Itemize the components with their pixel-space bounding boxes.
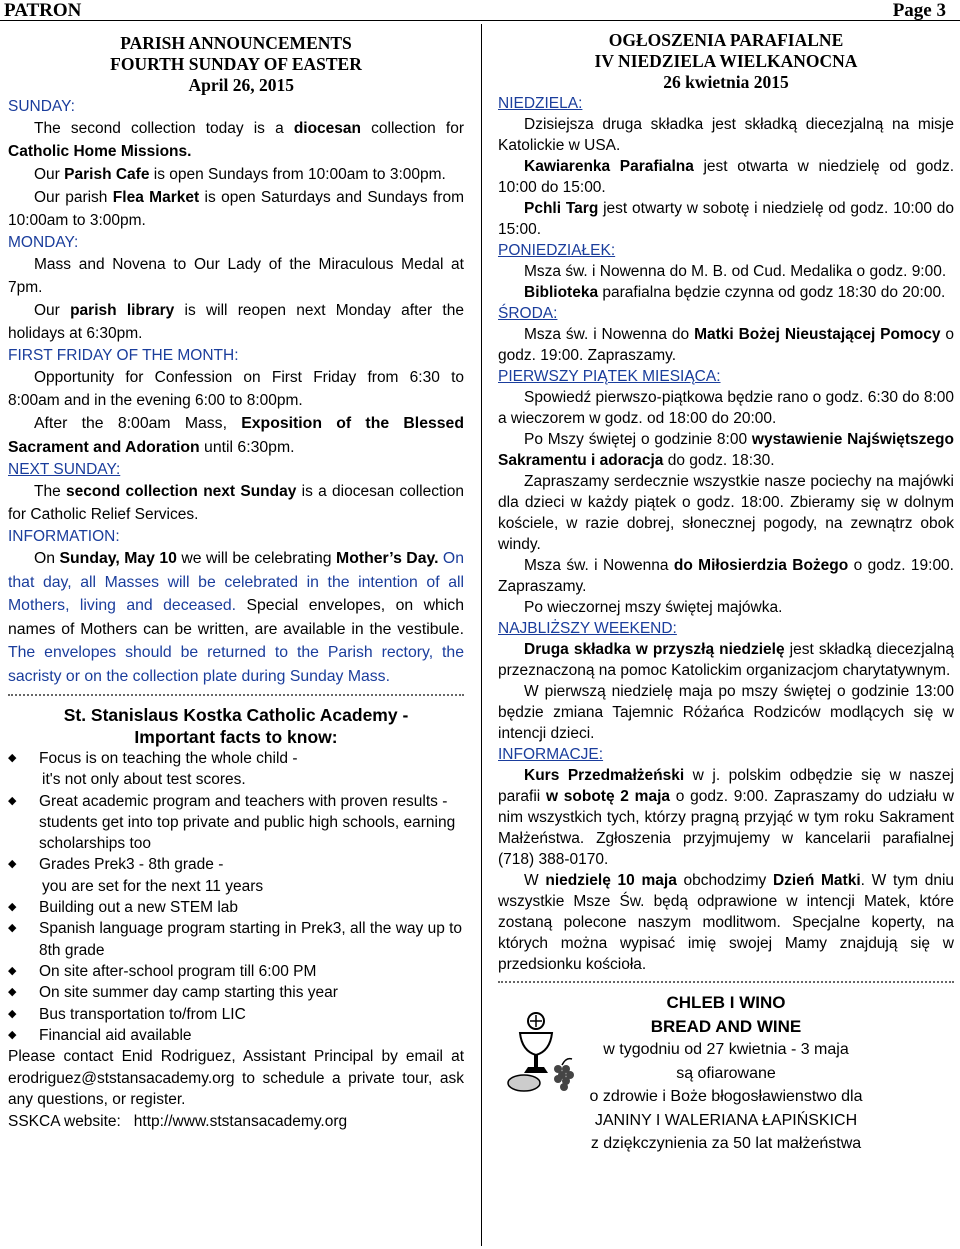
academy-fact-text: Focus is on teaching the whole child -	[39, 750, 298, 767]
academy-fact-text: Bus transportation to/from LIC	[39, 1005, 246, 1023]
bread-wine-names: JANINY I WALERIANA ŁAPIŃSKICH	[594, 1111, 858, 1129]
piatek-adoration: Po Mszy świętej o godzinie 8:00 wystawienie Najświętszego Sakramentu i adoracja do godz. 18:30.	[498, 431, 954, 469]
section-monday: MONDAY:	[8, 234, 79, 251]
website-label: SSKCA website:	[8, 1112, 121, 1130]
academy-fact-item	[8, 918, 464, 961]
academy-fact-item	[8, 1004, 464, 1025]
poniedzialek-library: Biblioteka parafialna będzie czynna od godz 18:30 do 20:00.	[524, 284, 946, 301]
friday-exposition: After the 8:00am Mass, Exposition of the Blessed Sacrament and Adoration until 6:30pm.	[8, 415, 464, 456]
academy-fact-item	[8, 791, 464, 855]
piatek-majowki: Zapraszamy serdecznie wszystkie nasze pociechy na majówki dla dzieci w każdy piątek o godz. 18:00. Zbieramy się w dolnym kościele, w razie dobrej, słonecznej pogody, na zewnątrz obok windy.	[498, 473, 954, 553]
academy-fact-item	[8, 961, 464, 982]
niedziela-collection: Dzisiejsza druga składka jest składką diecezjalną na misje Katolickie w USA.	[498, 116, 954, 154]
academy-contact: Please contact Enid Rodriguez, Assistant Principal by email at erodriguez@ststansacademy.org to schedule a private tour, ask any questions, or register.	[8, 1048, 464, 1109]
poniedzialek-mass: Msza św. i Nowenna do M. B. od Cud. Medalika o godz. 9:00.	[524, 263, 947, 280]
bread-wine-thanks: z dziękczynienia za 50 lat małżeństwa	[590, 1135, 862, 1152]
niedziela-cafe: Kawiarenka Parafialna jest otwarta w niedzielę od godz. 10:00 do 15:00.	[498, 158, 955, 196]
column-divider	[481, 24, 482, 1246]
diamond-bullet-icon: ◆	[8, 901, 17, 914]
niedziela-flea-market: Pchli Targ jest otwarty w sobotę i niedzielę od godz. 10:00 do 15:00.	[498, 200, 954, 238]
diamond-bullet-icon: ◆	[8, 922, 17, 935]
next-sunday-collection: The second collection next Sunday is a diocesan collection for Catholic Relief Services.	[8, 483, 464, 523]
piatek-majowka: Po wieczornej mszy świętej majówka.	[524, 599, 783, 616]
page-number: Page 3	[892, 0, 946, 21]
bread-wine-title-en: BREAD AND WINE	[650, 1016, 802, 1036]
section-poniedzialek: PONIEDZIAŁEK:	[498, 242, 616, 259]
informacje-course: Kurs Przedmałżeński w j. polskim odbędzie się w naszej parafii w sobotę 2 maja o godz. 9:00. Zapraszamy do udziału w nim wszystkich tych, którzy pragną przyjąć w tym roku Sakrament Małżeństwa. Zgłoszenia przyjmujemy w kancelarii parafialnej (718) 388-0170.	[498, 767, 955, 868]
polish-heading	[498, 30, 954, 93]
diamond-bullet-icon: ◆	[8, 858, 17, 871]
diamond-bullet-icon: ◆	[8, 964, 17, 977]
polish-title: OGŁOSZENIA PARAFIALNE	[608, 30, 844, 50]
bread-and-wine-box	[498, 991, 954, 1156]
section-najblizszy-weekend: NAJBLIŻSZY WEEKEND:	[498, 620, 677, 637]
academy-facts-list	[8, 748, 464, 1046]
academy-subtitle: Important facts to know:	[134, 727, 338, 747]
academy-fact-text-cont: it's not only about test scores.	[42, 771, 246, 789]
section-sroda: ŚRODA:	[498, 305, 558, 322]
section-information: INFORMATION:	[8, 528, 120, 545]
academy-fact-item	[8, 897, 464, 918]
english-heading	[8, 33, 464, 96]
polish-column	[498, 22, 954, 1156]
sroda-mass: Msza św. i Nowenna do Matki Bożej Nieustającej Pomocy o godz. 19:00. Zapraszamy.	[498, 326, 954, 364]
mothers-day-notice: On Sunday, May 10 we will be celebrating Mother’s Day. On that day, all Masses will be celebrated in the intention of all Mothers, living and deceased. Special envelopes, on which names of Mothers can be written, are available in the vestibule. The envelopes should be returned to the Parish rectory, the sacristy or on the collection plate during Sunday Mass.	[8, 550, 464, 685]
bread-wine-title-pl: CHLEB I WINO	[666, 993, 786, 1012]
dotted-divider	[498, 981, 954, 983]
academy-fact-item	[8, 854, 464, 897]
section-next-sunday: NEXT SUNDAY:	[8, 461, 121, 478]
academy-fact-text: On site summer day camp starting this year	[39, 984, 338, 1002]
page-header	[0, 0, 960, 21]
diamond-bullet-icon: ◆	[8, 986, 17, 999]
section-informacje: INFORMACJE:	[498, 746, 604, 763]
polish-date: 26 kwietnia 2015	[663, 72, 789, 92]
academy-fact-text: Spanish language program starting in Prek3, all the way up to 8th grade	[39, 920, 463, 959]
section-niedziela: NIEDZIELA:	[498, 95, 583, 112]
website-link[interactable]: http://www.ststansacademy.org	[133, 1112, 348, 1130]
friday-confession: Opportunity for Confession on First Friday from 6:30 to 8:00am and in the evening 6:00 to 8:00pm.	[8, 369, 464, 409]
academy-fact-item	[8, 1025, 464, 1046]
weekend-rosary: W pierwszą niedzielę maja po mszy świętej o godzinie 13:00 będzie zmiana Tajemnic Różańca Rodziców modlących się w intencji dzieci.	[498, 683, 954, 742]
academy-fact-item	[8, 982, 464, 1003]
academy-fact-text: On site after-school program till 6:00 PM	[39, 962, 317, 980]
polish-subtitle: IV NIEDZIELA WIELKANOCNA	[594, 51, 858, 71]
bread-wine-offered: są ofiarowane	[676, 1064, 776, 1082]
academy-fact-text: Building out a new STEM lab	[39, 899, 239, 917]
publication-name: PATRON	[4, 0, 82, 21]
academy-fact-text: Financial aid available	[39, 1026, 192, 1044]
sunday-collection: The second collection today is a diocesan collection for Catholic Home Missions.	[8, 120, 464, 160]
english-column	[8, 22, 464, 1132]
bread-wine-intention: o zdrowie i Boże błogosławienstwo dla	[589, 1088, 863, 1105]
monday-library: Our parish library is will reopen next Monday after the holidays at 6:30pm.	[8, 302, 464, 342]
weekend-collection: Druga składka w przyszłą niedzielę jest składką diecezjalną przeznaczoną na pomoc Katolickim organizacjom charytatywnym.	[498, 641, 954, 679]
academy-fact-text-cont: you are set for the next 11 years	[42, 877, 264, 895]
academy-fact-text: Grades Prek3 - 8th grade -	[39, 856, 224, 874]
academy-website-line	[8, 1111, 464, 1133]
diamond-bullet-icon: ◆	[8, 1007, 17, 1020]
english-date: April 26, 2015	[188, 75, 294, 95]
informacje-mothers-day: W niedzielę 10 maja obchodzimy Dzień Matki. W tym dniu wszystkie Msze Św. będą odprawione w intencji Matek, które zostaną polecone naszym modlitwom. Specjalne koperty, na których można wypisać imię swojej Mamy znajdują się w przedsionku kościoła.	[498, 872, 955, 973]
chalice-grapes-icon	[506, 1011, 580, 1093]
academy-fact-text: Great academic program and teachers with proven results - students get into top private and public high schools, earning scholarships too	[39, 792, 456, 853]
piatek-confession: Spowiedź pierwszo-piątkowa będzie rano o godz. 6:30 do 8:00 a wieczorem w godz. od 18:00 do 20:00.	[498, 389, 954, 427]
sunday-flea-market: Our parish Flea Market is open Saturdays and Sundays from 10:00am to 3:00pm.	[8, 189, 465, 229]
section-pierwszy-piatek: PIERWSZY PIĄTEK MIESIĄCA:	[498, 368, 721, 385]
english-subtitle: FOURTH SUNDAY OF EASTER	[110, 54, 362, 74]
sunday-cafe: Our Parish Cafe is open Sundays from 10:00am to 3:00pm.	[34, 166, 446, 183]
monday-mass: Mass and Novena to Our Lady of the Miraculous Medal at 7pm.	[8, 256, 464, 296]
dotted-divider	[8, 694, 464, 696]
diamond-bullet-icon: ◆	[8, 1028, 17, 1041]
academy-fact-item	[8, 748, 464, 791]
english-title: PARISH ANNOUNCEMENTS	[120, 33, 352, 53]
diamond-bullet-icon: ◆	[8, 794, 17, 807]
section-first-friday: FIRST FRIDAY OF THE MONTH:	[8, 347, 239, 364]
section-sunday: SUNDAY:	[8, 98, 75, 115]
bread-wine-week: w tygodniu od 27 kwietnia - 3 maja	[603, 1041, 849, 1058]
diamond-bullet-icon: ◆	[8, 752, 17, 764]
academy-title: St. Stanislaus Kostka Catholic Academy -	[63, 705, 409, 725]
piatek-novena: Msza św. i Nowenna do Miłosierdzia Bożego o godz. 19:00. Zapraszamy.	[498, 557, 954, 595]
